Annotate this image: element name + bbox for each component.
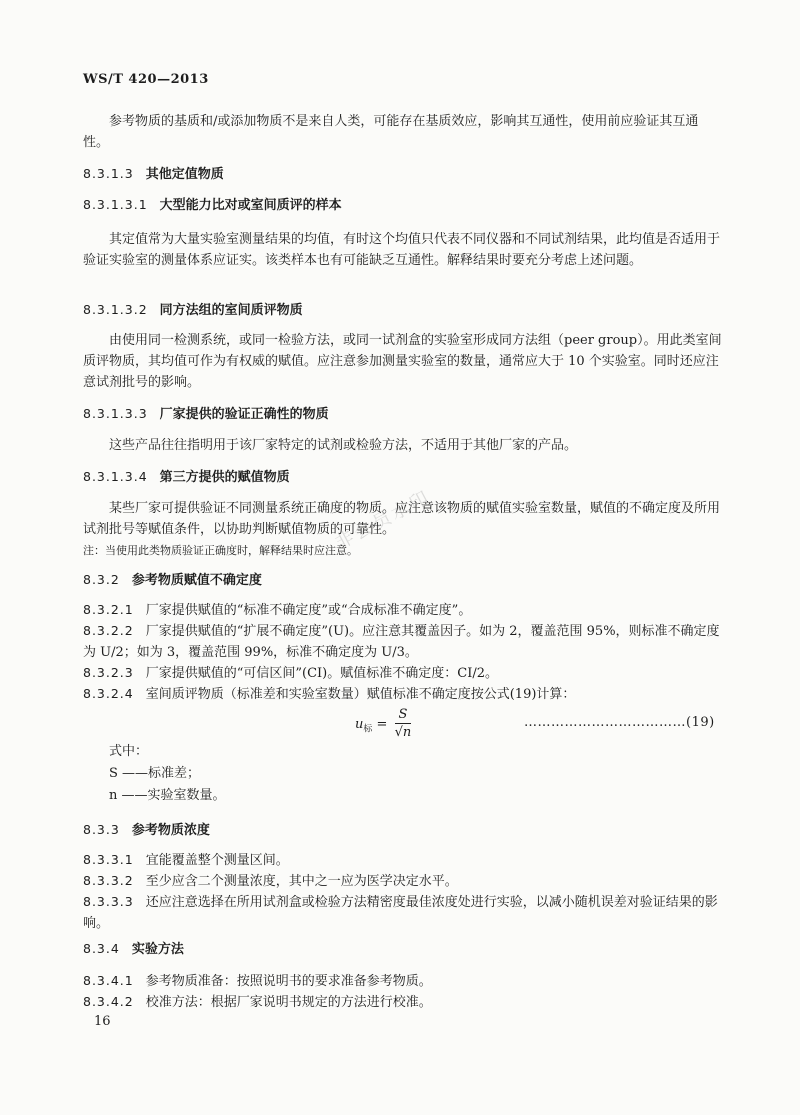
where-label: 式中： bbox=[109, 744, 149, 759]
watermark: 非会员水印 bbox=[331, 486, 435, 555]
section-number: 8.3.1.3.1 bbox=[83, 197, 148, 212]
section-text: 至少应含二个测量浓度，其中之一应为医学决定水平。 bbox=[145, 874, 458, 889]
section-text: 厂家提供赋值的“扩展不确定度”(U)。应注意其覆盖因子。如为 2，覆盖范围 95%，则标准不确定度为 U/2；如为 3，覆盖范围 99%，标准不确定度为 U/3。 bbox=[83, 624, 720, 660]
variable-n: n ——实验室数量。 bbox=[109, 788, 226, 803]
section-number: 8.3.4.1 bbox=[83, 973, 134, 988]
note: 注：当使用此类物质验证正确度时，解释结果时应注意。 bbox=[83, 544, 358, 557]
section-number: 8.3.2.3 bbox=[83, 665, 134, 680]
section-8-3-1-3-1 bbox=[83, 194, 723, 216]
formula-fraction bbox=[395, 707, 412, 742]
formula-lhs: u bbox=[355, 717, 364, 732]
section-8-3-1-3-3 bbox=[83, 403, 723, 425]
section-8-3-2-1 bbox=[83, 599, 723, 621]
section-text: 参考物质准备：按照说明书的要求准备参考物质。 bbox=[145, 974, 432, 989]
section-8-3-1-3 bbox=[83, 163, 723, 185]
section-8-3-3-2 bbox=[83, 870, 723, 892]
paragraph-matrix-effect: 参考物质的基质和/或添加物质不是来自人类，可能存在基质效应，影响其互通性，使用前应验证其互通性。 bbox=[83, 114, 699, 150]
paragraph-manufacturer-products: 这些产品往往指明用于该厂家特定的试剂或检验方法，不适用于其他厂家的产品。 bbox=[109, 438, 578, 453]
section-title: 同方法组的室间质评物质 bbox=[159, 303, 303, 318]
section-number: 8.3.2 bbox=[83, 572, 120, 587]
standard-code: WS/T 420—2013 bbox=[83, 72, 209, 87]
section-number: 8.3.2.2 bbox=[83, 623, 134, 638]
section-text: 宜能覆盖整个测量区间。 bbox=[145, 853, 289, 868]
section-number: 8.3.1.3.3 bbox=[83, 406, 148, 421]
section-text: 室间质评物质（标准差和实验室数量）赋值标准不确定度按公式(19)计算： bbox=[145, 687, 576, 702]
section-number: 8.3.3.2 bbox=[83, 873, 134, 888]
section-title: 参考物质赋值不确定度 bbox=[131, 573, 262, 588]
paragraph-peer-group: 由使用同一检测系统，或同一检验方法，或同一试剂盒的实验室形成同方法组（peer group）。用此类室间质评物质，其均值可作为有权威的赋值。应注意参加测量实验室的数量，通常应大于 10 个实验室。同时还应注意试剂批号的影响。 bbox=[83, 333, 722, 390]
section-number: 8.3.1.3.2 bbox=[83, 302, 148, 317]
section-number: 8.3.3.1 bbox=[83, 852, 134, 867]
section-8-3-4-1 bbox=[83, 970, 723, 992]
section-8-3-3 bbox=[83, 819, 723, 841]
section-number: 8.3.2.1 bbox=[83, 602, 134, 617]
page-number: 16 bbox=[94, 1014, 111, 1029]
formula-numerator: S bbox=[395, 707, 412, 724]
section-title: 实验方法 bbox=[131, 942, 184, 957]
formula-19 bbox=[355, 707, 411, 742]
section-number: 8.3.1.3 bbox=[83, 166, 134, 181]
section-number: 8.3.4.2 bbox=[83, 994, 134, 1009]
section-number: 8.3.3 bbox=[83, 822, 120, 837]
formula-denominator: √n bbox=[394, 725, 412, 740]
variable-s: S ——标准差； bbox=[109, 766, 201, 781]
section-number: 8.3.3.3 bbox=[83, 894, 134, 909]
paragraph-proficiency-samples: 其定值常为大量实验室测量结果的均值，有时这个均值只代表不同仪器和不同试剂结果，此均值是否适用于验证实验室的测量体系应证实。该类样本也有可能缺乏互通性。解释结果时要充分考虑上述问题。 bbox=[83, 232, 721, 268]
section-8-3-2-3 bbox=[83, 662, 723, 684]
section-title: 其他定值物质 bbox=[145, 167, 224, 182]
paragraph-third-party: 某些厂家可提供验证不同测量系统正确度的物质。应注意该物质的赋值实验室数量，赋值的不确定度及所用试剂批号等赋值条件，以协助判断赋值物质的可靠性。 bbox=[83, 501, 721, 537]
section-title: 厂家提供的验证正确性的物质 bbox=[159, 407, 329, 422]
section-8-3-1-3-2 bbox=[83, 299, 723, 321]
section-title: 参考物质浓度 bbox=[131, 823, 210, 838]
formula-lhs-subscript: 标 bbox=[363, 724, 373, 735]
section-title: 大型能力比对或室间质评的样本 bbox=[159, 198, 342, 213]
section-8-3-4 bbox=[83, 938, 723, 960]
section-8-3-4-2 bbox=[83, 991, 723, 1013]
section-8-3-2-2 bbox=[83, 620, 723, 663]
section-text: 厂家提供赋值的“标准不确定度”或“合成标准不确定度”。 bbox=[145, 603, 472, 618]
section-text: 校准方法：根据厂家说明书规定的方法进行校准。 bbox=[145, 995, 432, 1010]
section-text: 还应注意选择在所用试剂盒或检验方法精密度最佳浓度处进行实验，以减小随机误差对验证结果的影响。 bbox=[83, 895, 718, 931]
formula-number-leader: ………………………………(19) bbox=[524, 715, 715, 730]
section-8-3-2-4 bbox=[83, 683, 723, 705]
section-title: 第三方提供的赋值物质 bbox=[159, 470, 290, 485]
section-8-3-3-1 bbox=[83, 849, 723, 871]
section-8-3-3-3 bbox=[83, 891, 723, 934]
section-number: 8.3.1.3.4 bbox=[83, 469, 148, 484]
section-number: 8.3.4 bbox=[83, 941, 120, 956]
formula-equals: = bbox=[372, 717, 392, 732]
section-text: 厂家提供赋值的“可信区间”(CI)。赋值标准不确定度：CI/2。 bbox=[145, 666, 498, 681]
section-number: 8.3.2.4 bbox=[83, 686, 134, 701]
section-8-3-2 bbox=[83, 569, 723, 591]
section-8-3-1-3-4 bbox=[83, 466, 723, 488]
